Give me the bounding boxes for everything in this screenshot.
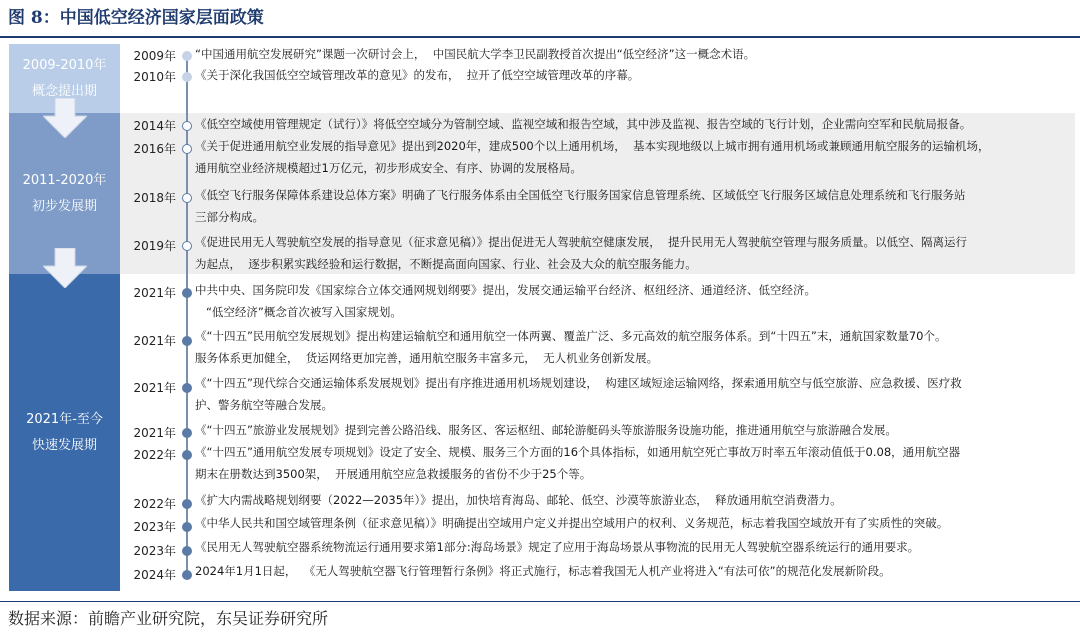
source-note: 数据来源：前瞻产业研究院，东吴证券研究所 xyxy=(8,609,329,628)
event-text: 《“十四五”现代综合交通运输体系发展规划》提出有序推进通用机场规划建设， 构建区域短途运输网络，探索通用航空与低空旅游、应急救援、医疗救 护、警务航空等融合发展。 xyxy=(195,376,962,412)
phase-initial-years: 2011-2020年 xyxy=(22,172,107,188)
event-year: 2019年 xyxy=(133,239,176,253)
phase-rapid xyxy=(9,274,120,591)
event-year: 2021年 xyxy=(133,426,176,440)
phase-concept-years: 2009-2010年 xyxy=(22,57,107,73)
timeline-dot-icon xyxy=(182,193,192,203)
event-text: 《“十四五”通用航空发展专项规划》设定了安全、规模、服务三个方面的16个具体指标，如通用航空死亡事故万时率五年滚动值低于0.08，通用航空器 期末在册数达到3500架， 开展通用航空应急救援服务的省份不少于25个等。 xyxy=(195,445,961,481)
event-text: 中共中央、国务院印发《国家综合立体交通网规划纲要》提出，发展交通运输平台经济、枢纽经济、通道经济、低空经济。 “低空经济”概念首次被写入国家规划。 xyxy=(195,283,816,319)
footer-rule xyxy=(0,601,1080,602)
event-year: 2021年 xyxy=(133,334,176,348)
timeline-dot-icon xyxy=(182,383,192,393)
event-text: 《低空飞行服务保障体系建设总体方案》明确了飞行服务体系由全国低空飞行服务国家信息管理系统、区域低空飞行服务区域信息处理系统和飞行服务站 三部分构成。 xyxy=(195,188,966,224)
timeline-dot-icon xyxy=(182,546,192,556)
timeline-dot-icon xyxy=(182,241,192,251)
phase-rapid-label: 快速发展期 xyxy=(31,437,97,453)
event-year: 2009年 xyxy=(133,49,176,63)
event-text: 《中华人民共和国空域管理条例（征求意见稿）》明确提出空域用户定义并提出空域用户的权利、义务规范，标志着我国空域放开有了实质性的突破。 xyxy=(195,516,949,530)
phase-concept-label: 概念提出期 xyxy=(31,83,97,99)
timeline-dot-icon xyxy=(182,499,192,509)
event-year: 2024年 xyxy=(133,568,176,582)
timeline-dot-icon xyxy=(182,450,192,460)
down-arrow-icon xyxy=(43,98,87,138)
phase-rapid-years: 2021年-至今 xyxy=(26,411,103,427)
event-year: 2023年 xyxy=(133,544,176,558)
event-year: 2021年 xyxy=(133,381,176,395)
event-text: “中国通用航空发展研究”课题一次研讨会上， 中国民航大学李卫民副教授首次提出“低空经济”这一概念术语。 xyxy=(195,47,756,61)
event-text: 《“十四五”民用航空发展规划》提出构建运输航空和通用航空一体两翼、覆盖广泛、多元高效的航空服务体系。到“十四五”末，通航国家数量70个。 服务体系更加健全， 货运网络更加完善，通用航空服务丰富多元， 无人机业务创新发展。 xyxy=(195,329,947,365)
event-text: 《扩大内需战略规划纲要（2022—2035年）》提出，加快培育海岛、邮轮、低空、沙漠等旅游业态， 释放通用航空消费潜力。 xyxy=(195,493,842,507)
timeline-dot-icon xyxy=(182,336,192,346)
event-text: 《低空空域使用管理规定（试行）》将低空空域分为管制空域、监视空域和报告空域，其中涉及监视、报告空域的飞行计划，企业需向空军和民航局报备。 xyxy=(195,117,972,131)
down-arrow-icon xyxy=(43,248,87,288)
event-year: 2023年 xyxy=(133,520,176,534)
timeline-dot-icon xyxy=(182,121,192,131)
event-year: 2021年 xyxy=(133,286,176,300)
title-rule xyxy=(0,36,1080,38)
event-text: 《民用无人驾驶航空器系统物流运行通用要求第1部分:海岛场景》规定了应用于海岛场景从事物流的民用无人驾驶航空器系统运行的通用要求。 xyxy=(195,540,920,554)
event-text: 《关于促进通用航空业发展的指导意见》提出到2020年，建成500个以上通用机场， 基本实现地级以上城市拥有通用机场或兼顾通用航空服务的运输机场， 通用航空业经济规模超过1万亿元，初步形成安全、有序、协调的发展格局。 xyxy=(195,139,990,175)
event-text: 《促进民用无人驾驶航空发展的指导意见（征求意见稿）》提出促进无人驾驶航空健康发展， 提升民用无人驾驶航空管理与服务质量。以低空、隔离运行 为起点， 逐步积累实践经验和运行数据，不断提高面向国家、行业、社会及大众的航空服务能力。 xyxy=(195,235,968,271)
event-year: 2022年 xyxy=(133,448,176,462)
event-year: 2022年 xyxy=(133,497,176,511)
timeline-dot-icon xyxy=(182,51,192,61)
timeline-dot-icon xyxy=(182,522,192,532)
event-year: 2014年 xyxy=(133,119,176,133)
phase-initial-label: 初步发展期 xyxy=(31,198,97,214)
event-year: 2018年 xyxy=(133,191,176,205)
event-year: 2010年 xyxy=(133,70,176,84)
figure-title: 图 8：中国低空经济国家层面政策 xyxy=(8,8,264,28)
event-text: 《“十四五”旅游业发展规划》提到完善公路沿线、服务区、客运枢纽、邮轮游艇码头等旅游服务设施功能，推进通用航空与旅游融合发展。 xyxy=(195,423,897,437)
timeline-dot-icon xyxy=(182,570,192,580)
event-text: 《关于深化我国低空空域管理改革的意见》的发布， 拉开了低空空域管理改革的序幕。 xyxy=(195,68,640,82)
timeline-dot-icon xyxy=(182,288,192,298)
timeline-dot-icon xyxy=(182,428,192,438)
event-year: 2016年 xyxy=(133,142,176,156)
event-text: 2024年1月1日起， 《无人驾驶航空器飞行管理暂行条例》将正式施行，标志着我国无人机产业将进入“有法可依”的规范化发展新阶段。 xyxy=(195,564,891,578)
timeline-dot-icon xyxy=(182,72,192,82)
timeline-dot-icon xyxy=(182,144,192,154)
